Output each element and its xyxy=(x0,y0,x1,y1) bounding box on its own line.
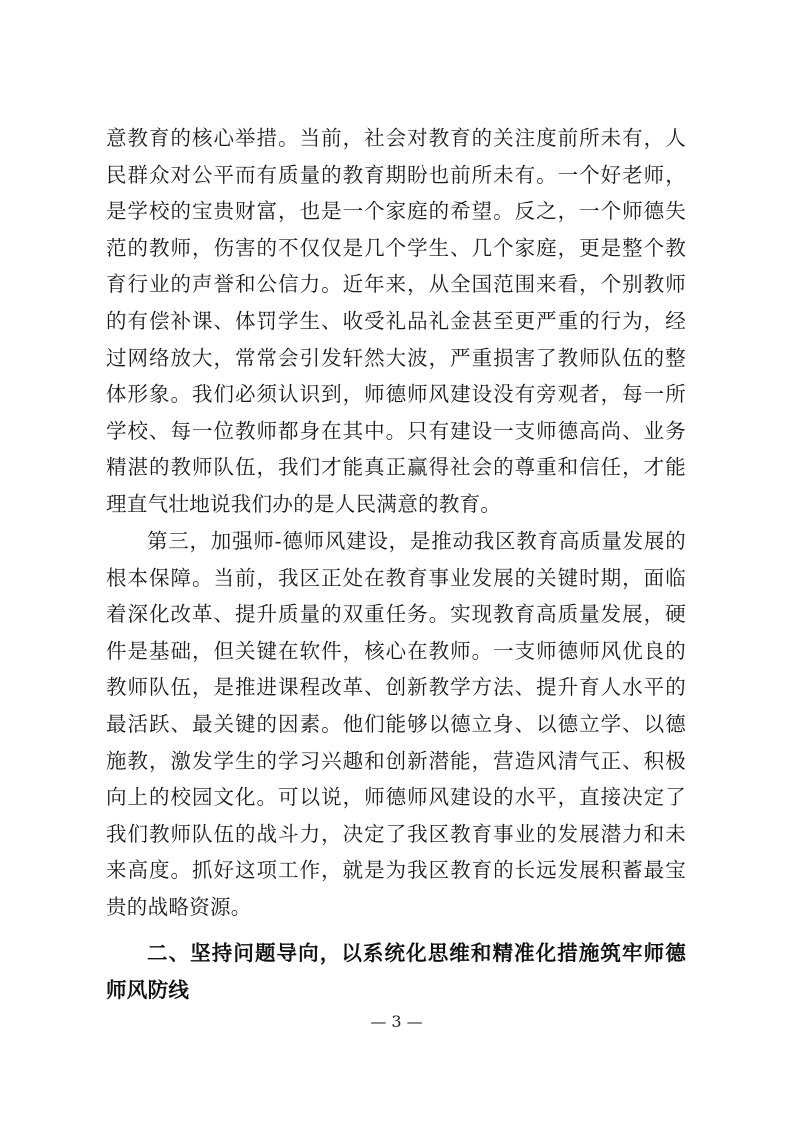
page-number: — 3 — xyxy=(370,1012,423,1031)
body-paragraph-2: 第三，加强师-德师风建设，是推动我区教育高质量发展的根本保障。当前，我区正处在教育事业发展的关键时期，面临着深化改革、提升质量的双重任务。实现教育高质量发展，硬件是基础，但关键在软件，核心在教师。一支师德师风优良的教师队伍，是推进课程改革、创新教学方法、提升育人水平的最活跃、最关键的因素。他们能够以德立身、以德立学、以德施教，激发学生的学习兴趣和创新潜能，营造风清气正、积极向上的校园文化。可以说，师德师风建设的水平，直接决定了我们教师队伍的战斗力，决定了我区教育事业的发展潜力和未来高度。抓好这项工作，就是为我区教育的长远发展积蓄最宝贵的战略资源。 xyxy=(106,529,686,919)
body-paragraph-1: 意教育的核心举措。当前，社会对教育的关注度前所未有，人民群众对公平而有质量的教育期盼也前所未有。一个好老师，是学校的宝贵财富，也是一个家庭的希望。反之，一个师德失范的教师，伤害的不仅仅是几个学生、几个家庭，更是整个教育行业的声誉和公信力。近年来，从全国范围来看，个别教师的有偿补课、体罚学生、收受礼品礼金甚至更严重的行为，经过网络放大，常常会引发轩然大波，严重损害了教师队伍的整体形象。我们必须认识到，师德师风建设没有旁观者，每一所学校、每一位教师都身在其中。只有建设一支师德高尚、业务精湛的教师队伍，我们才能真正赢得社会的尊重和信任，才能理直气壮地说我们办的是人民满意的教育。 xyxy=(106,126,686,516)
section-heading: 二、坚持问题导向，以系统化思维和精准化措施筑牢师德师风防线 xyxy=(106,941,686,1002)
